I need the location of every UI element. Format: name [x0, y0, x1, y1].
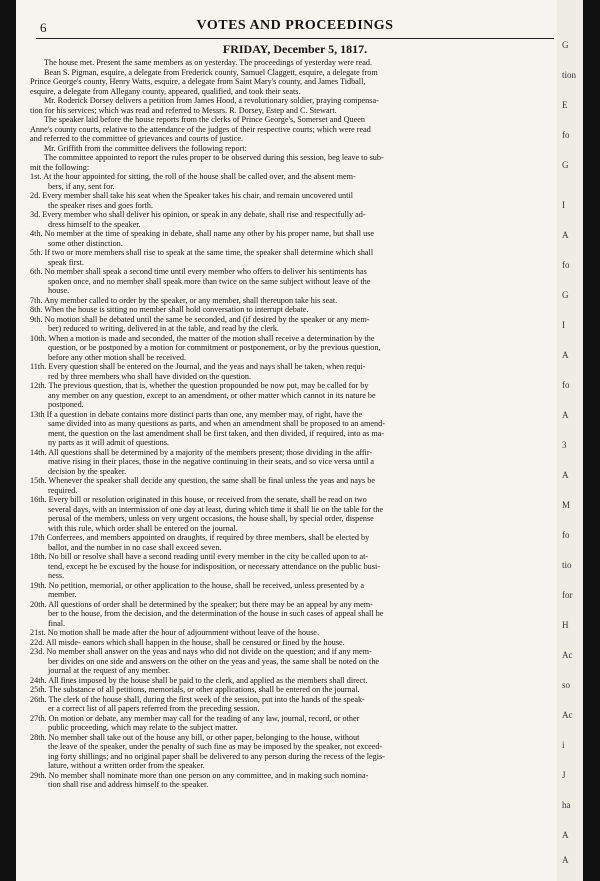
text-line: 20th. All questions of order shall be determined by the speaker; but there may be an appeal by any mem-: [30, 599, 373, 609]
bleed-fragment: H: [562, 620, 569, 630]
page-number: 6: [40, 20, 47, 35]
text-line: ber divides on one side and answers on the other on the yeas and yeas, the same shall be noted on the: [48, 656, 380, 666]
text-line: journal at the request of any member.: [48, 666, 171, 675]
text-line: 24th. All fines imposed by the house shall be paid to the clerk, and applied as the members shall direct.: [30, 675, 368, 685]
text-line: 3d. Every member who shall deliver his opinion, or speak in any debate, shall rise and respectfully ad-: [30, 210, 366, 219]
text-line: The speaker laid before the house reports from the clerks of Prince George's, Somerset and Queen: [44, 115, 365, 124]
text-line: Bean S. Pigman, esquire, a delegate from Frederick county, Samuel Claggett, esquire, a delegate from: [44, 67, 378, 77]
text-line: 8th. When the house is sitting no member shall hold conversation to interrupt debate.: [30, 305, 309, 314]
text-line: ber to the house, from the decision, and the determination of the house in such cases of appeal shall be: [48, 609, 384, 618]
text-line: 22d. All misde- eanors which shall happen in the house, shall be censured or fined by the house.: [30, 637, 345, 647]
text-line: 10th. When a motion is made and seconded, the matter of the motion shall receive a determination by the: [30, 333, 375, 343]
text-line: 29th. No member shall nominate more than one person on any committee, and in making such nomina-: [30, 770, 369, 780]
text-line: 4th. No member at the time of speaking in debate, shall name any other by his proper name, but shall use: [30, 229, 375, 238]
bleed-fragment: A: [562, 470, 569, 480]
text-line: 9th. No motion shall be debated until the same be seconded, and (if desired by the speaker or any mem-: [30, 314, 370, 324]
adjacent-page-bleed-text: [560, 0, 582, 881]
text-line: 15th. Whenever the speaker shall decide any question, the same shall be final unless the yeas and nays be: [30, 476, 375, 485]
body-text: [30, 58, 560, 790]
text-line: with this rule, which order shall be entered on the journal.: [48, 523, 238, 533]
text-line: before any other motion shall be received.: [48, 352, 186, 362]
text-line: member.: [48, 590, 77, 599]
bleed-fragment: tio: [562, 560, 572, 570]
text-line: the speaker rises and goes forth.: [48, 200, 154, 210]
bleed-fragment: I: [562, 320, 565, 330]
text-line: esquire, a delegate from Allegany county, appeared, qualified, and took their seats.: [30, 86, 301, 96]
bleed-fragment: J: [562, 770, 566, 780]
text-line: ment, the question on the last amendment shall be first taken, and then divided, if required, into as ma-: [48, 428, 385, 438]
text-line: required.: [48, 485, 78, 495]
bleed-fragment: G: [562, 290, 569, 300]
text-line: Mr. Griffith from the committee delivers the following report:: [44, 143, 247, 153]
text-line: 2d. Every member shall take his seat when the Speaker takes his chair, and remain uncovered until: [30, 191, 353, 200]
text-line: 21st. No motion shall be made after the hour of adjournment without leave of the house.: [30, 628, 319, 637]
text-line: spoken once, and no member shall speak more than twice on the same subject without leave of the: [48, 276, 371, 286]
bleed-fragment: fo: [562, 530, 570, 540]
text-line: 6th. No member shall speak a second time until every member who offers to deliver his sentiments has: [30, 267, 367, 276]
text-line: mative rising in their places, those in the negative continuing in their seats, and so vice versa until a: [48, 457, 375, 466]
scan-right-edge: [583, 0, 600, 881]
text-line: Anne's county courts, relative to the attendance of the judges of their respective courts; which were read: [30, 124, 371, 134]
text-line: red by three members who shall have divided on the question.: [48, 371, 252, 381]
text-line: postponed.: [48, 400, 84, 409]
text-line: ber) reduced to writing, delivered in at the table, and read by the clerk.: [48, 324, 279, 333]
bleed-fragment: A: [562, 410, 569, 420]
text-line: Prince George's county, Henry Watts, esquire, a delegate from Saint Mary's county, and James Tidball,: [30, 77, 366, 86]
text-line: ing forty shillings; and no original paper shall be delivered to any person during the recess of the legis-: [48, 751, 385, 761]
text-line: public proceeding, which may relate to the subject matter.: [48, 723, 238, 732]
text-line: 12th. The previous question, that is, whether the question propounded be now put, may be called for by: [30, 381, 369, 390]
text-line: 13th If a question in debate contains more distinct parts than one, any member may, of right, have the: [30, 409, 363, 419]
bleed-fragment: G: [562, 40, 569, 50]
text-line: The house met. Present the same members as on yesterday. The proceedings of yesterday were read.: [44, 58, 373, 67]
text-line: bers, if any, sent for.: [48, 181, 115, 191]
text-line: 26th. The clerk of the house shall, during the first week of the session, put into the hands of the speak-: [30, 694, 365, 704]
bleed-fragment: I: [562, 200, 565, 210]
text-line: 5th. If two or more members shall rise to speak at the same time, the speaker shall determine which shall: [30, 248, 374, 257]
bleed-fragment: 3: [562, 440, 567, 450]
text-line: er a correct list of all papers referred from the preceding session.: [48, 704, 260, 713]
text-line: mit the following:: [30, 162, 90, 172]
bleed-fragment: A: [562, 855, 569, 865]
text-line: 14th. All questions shall be determined by a majority of the members present; those dividing in the affir-: [30, 447, 373, 457]
text-line: ballot, and the number in no case shall exceed seven.: [48, 542, 222, 552]
text-line: some other distinction.: [48, 238, 123, 248]
bleed-fragment: for: [562, 590, 573, 600]
text-line: 23d. No member shall answer on the yeas and nays who did not divide on the question; and if any mem-: [30, 647, 372, 656]
text-line: ny parts as it will admit of questions.: [48, 438, 169, 447]
text-line: house.: [48, 286, 70, 295]
text-line: tion shall rise and address himself to the speaker.: [48, 780, 209, 789]
text-line: same divided into as many questions as parts, and when an amendment shall be proposed to an amend-: [48, 419, 385, 428]
page-header: [30, 18, 560, 36]
text-line: 25th. The substance of all petitions, memorials, or other applications, shall be entered on the journal.: [30, 685, 360, 694]
bleed-fragment: Ac: [562, 710, 573, 720]
bleed-fragment: ha: [562, 800, 571, 810]
bleed-fragment: M: [562, 500, 571, 510]
text-line: tend, except he be excused by the house for indisposition, or necessary attendance on the public busi-: [48, 561, 380, 571]
text-line: 18th. No bill or resolve shall have a second reading until every member in the city be called upon to at-: [30, 552, 369, 561]
text-line: tion for his services; which was read and referred to Messrs. R. Dorsey, Estep and C. Stewart.: [30, 105, 337, 115]
text-line: speak first.: [48, 257, 84, 267]
bleed-fragment: E: [562, 100, 568, 110]
scan-left-edge: [0, 0, 16, 881]
text-line: 7th. Any member called to order by the speaker, or any member, shall thereupon take his seat.: [30, 295, 338, 305]
text-line: Mr. Roderick Dorsey delivers a petition from James Hood, a revolutionary soldier, praying compensa-: [44, 96, 379, 105]
bleed-fragment: G: [562, 160, 569, 170]
bleed-fragment: A: [562, 830, 569, 840]
bleed-fragment: Ac: [562, 650, 573, 660]
bleed-fragment: A: [562, 230, 569, 240]
text-line: 11th. Every question shall be entered on the Journal, and the yeas and nays shall be taken, when requi-: [30, 362, 366, 371]
text-line: 17th Conferrees, and members appointed on draughts, if required by three members, shall be elected by: [30, 533, 370, 542]
text-line: question, or be postponed by a motion for commitment or postponement, or by the previous question,: [48, 343, 381, 352]
text-line: lature, without a written order from the speaker.: [48, 761, 205, 770]
document-page: [30, 18, 560, 790]
text-line: decision by the speaker.: [48, 466, 127, 476]
text-line: final.: [48, 618, 66, 628]
text-line: perusal of the members, unless on very urgent occasions, the house shall, by special order, dispense: [48, 514, 374, 523]
text-line: 27th. On motion or debate, any member may call for the reading of any law, journal, record, or other: [30, 713, 360, 723]
text-line: any member on any question, except to an amendment, or other matter which cannot in its nature be: [48, 390, 376, 400]
running-title: VOTES AND PROCEEDINGS: [196, 18, 394, 33]
text-line: 19th. No petition, memorial, or other application to the house, shall be received, unless presented by a: [30, 580, 365, 590]
bleed-fragment: fo: [562, 130, 570, 140]
bleed-fragment: tion: [562, 70, 577, 80]
text-line: The committee appointed to report the rules proper to be observed during this session, beg leave to sub-: [44, 153, 384, 162]
bleed-fragment: so: [562, 680, 571, 690]
bleed-fragment: fo: [562, 260, 570, 270]
bleed-fragment: fo: [562, 380, 570, 390]
date-heading: FRIDAY, December 5, 1817.: [222, 42, 368, 56]
bleed-fragment: i: [562, 740, 565, 750]
text-line: dress himself to the speaker.: [48, 219, 141, 229]
text-line: 16th. Every bill or resolution originated in this house, or received from the senate, shall be read on two: [30, 495, 367, 504]
text-line: 1st. At the hour appointed for sitting, the roll of the house shall be called over, and the absent mem-: [30, 172, 356, 181]
bleed-fragment: A: [562, 350, 569, 360]
text-line: several days, with an intermission of one day at least, during which time it shall lie on the table for the: [48, 504, 384, 514]
text-line: ness.: [48, 571, 65, 580]
text-line: 28th. No member shall take out of the house any bill, or other paper, belonging to the house, without: [30, 732, 360, 742]
header-rule: [36, 38, 554, 39]
text-line: the leave of the speaker, under the penalty of such fine as may be imposed by the speaker, not exceed-: [48, 742, 383, 751]
text-line: and referred to the committee of grievances and courts of justice.: [30, 134, 244, 143]
